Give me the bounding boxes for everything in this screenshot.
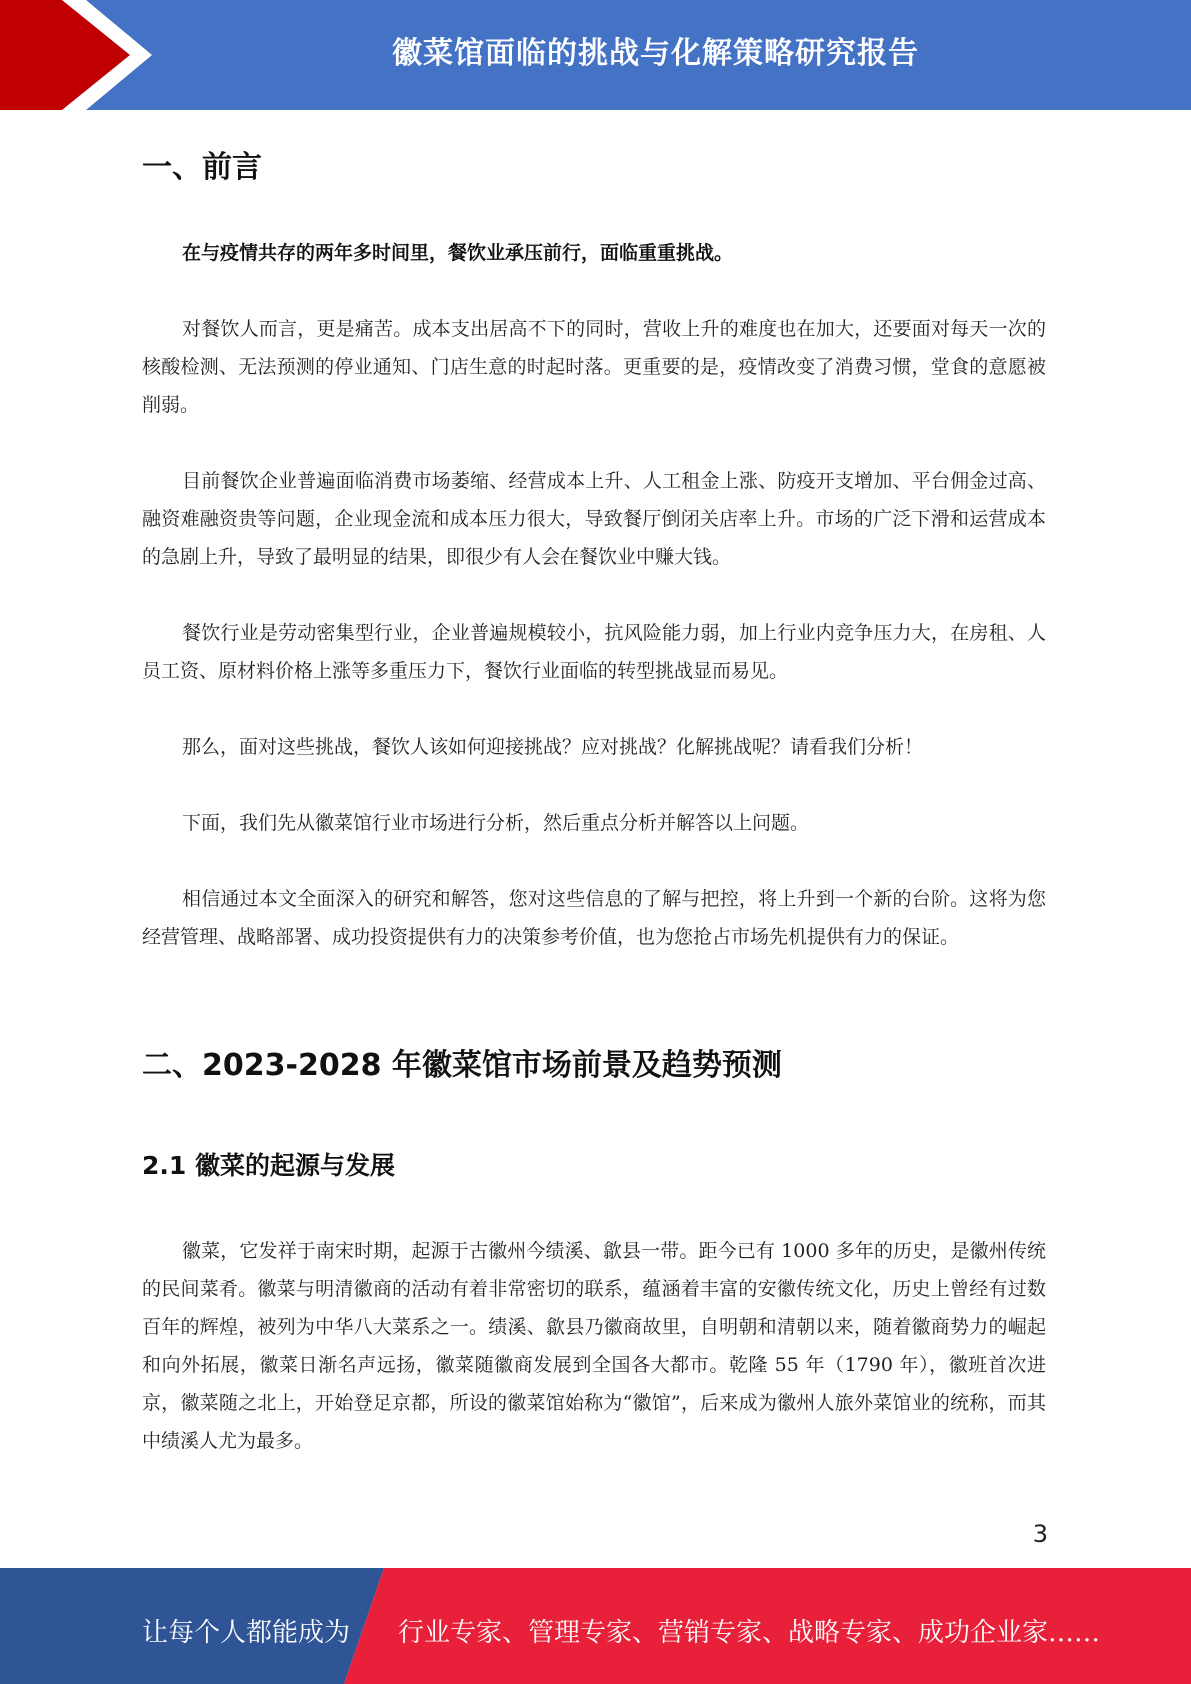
section-heading-market-outlook: 二、2023-2028 年徽菜馆市场前景及趋势预测 xyxy=(142,1048,782,1083)
preface-paragraph-6: 相信通过本文全面深入的研究和解答，您对这些信息的了解与把控，将上升到一个新的台阶。这将为您经营管理、战略部署、成功投资提供有力的决策参考价值，也为您抢占市场先机提供有力的保证。 xyxy=(142,888,1046,948)
preface-lead-paragraph: 在与疫情共存的两年多时间里，餐饮业承压前行，面临重重挑战。 xyxy=(182,242,734,264)
preface-paragraph-5: 下面，我们先从徽菜馆行业市场进行分析，然后重点分析并解答以上问题。 xyxy=(182,812,810,834)
section-heading-preface: 一、前言 xyxy=(142,150,262,185)
subsection-heading-origin: 2.1 徽菜的起源与发展 xyxy=(142,1151,395,1180)
preface-paragraph-3: 餐饮行业是劳动密集型行业，企业普遍规模较小，抗风险能力弱，加上行业内竞争压力大，在房租、人员工资、原材料价格上涨等多重压力下，餐饮行业面临的转型挑战显而易见。 xyxy=(142,622,1046,682)
footer-slogan-right: 行业专家、管理专家、营销专家、战略专家、成功企业家…… xyxy=(398,1618,1101,1648)
footer-slogan-left: 让每个人都能成为 xyxy=(142,1618,351,1648)
preface-paragraph-4: 那么，面对这些挑战，餐饮人该如何迎接挑战？应对挑战？化解挑战呢？请看我们分析！ xyxy=(182,736,924,758)
footer-banner xyxy=(0,1568,1191,1684)
preface-paragraph-1: 对餐饮人而言，更是痛苦。成本支出居高不下的同时，营收上升的难度也在加大，还要面对每天一次的核酸检测、无法预测的停业通知、门店生意的时起时落。更重要的是，疫情改变了消费习惯，堂食的意愿被削弱。 xyxy=(142,318,1046,416)
header-banner xyxy=(0,0,1191,110)
origin-paragraph-1: 徽菜，它发祥于南宋时期，起源于古徽州今绩溪、歙县一带。距今已有 1000 多年的历史，是徽州传统的民间菜肴。徽菜与明清徽商的活动有着非常密切的联系，蕴涵着丰富的安徽传统文化，历史上曾经有过数百年的辉煌，被列为中华八大菜系之一。绩溪、歙县乃徽商故里，自明朝和清朝以来，随着徽商势力的崛起和向外拓展，徽菜日渐名声远扬，徽菜随徽商发展到全国各大都市。乾隆 55 年（1790 年），徽班首次进京，徽菜随之北上，开始登足京都，所设的徽菜馆始称为“徽馆”，后来成为徽州人旅外菜馆业的统称，而其中绩溪人尤为最多。 xyxy=(142,1240,1046,1452)
report-title: 徽菜馆面临的挑战与化解策略研究报告 xyxy=(392,36,919,71)
preface-paragraph-2: 目前餐饮企业普遍面临消费市场萎缩、经营成本上升、人工租金上涨、防疫开支增加、平台佣金过高、融资难融资贵等问题，企业现金流和成本压力很大，导致餐厅倒闭关店率上升。市场的广泛下滑和运营成本的急剧上升，导致了最明显的结果，即很少有人会在餐饮业中赚大钱。 xyxy=(142,470,1046,568)
page-number: 3 xyxy=(1032,1520,1048,1548)
